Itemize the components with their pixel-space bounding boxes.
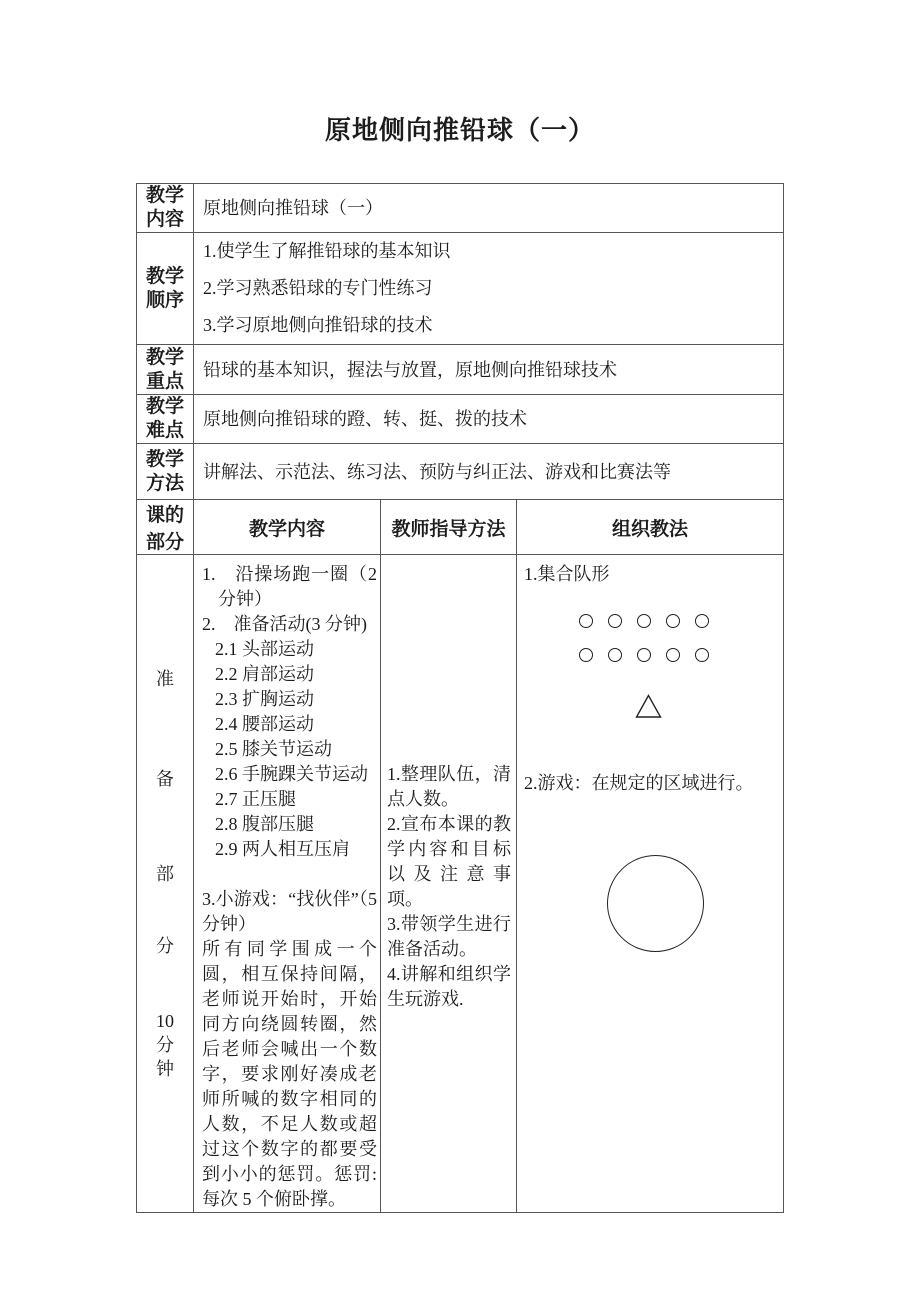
info-value-teaching-method [194, 444, 784, 500]
sub-item: 2.5 膝关节运动 [215, 739, 332, 759]
organization-item: 1.集合队形 [524, 564, 610, 584]
table-body-row [137, 555, 784, 1213]
student-circle-icon [695, 648, 709, 662]
col-header-teacher-guidance: 教师指导方法 [381, 500, 517, 555]
student-circle-icon [608, 648, 622, 662]
duration-char: 钟 [156, 1059, 174, 1079]
table-row [137, 345, 784, 395]
student-circle-icon [579, 614, 593, 628]
formation-diagram [579, 614, 709, 662]
sub-item: 2.2 肩部运动 [215, 664, 314, 684]
phase-char: 准 [156, 669, 174, 689]
content-item: 1. 沿操场跑一圈（2 分钟） [202, 564, 377, 609]
game-area-circle [607, 855, 704, 952]
info-label-teaching-order: 教学顺序 [137, 233, 194, 345]
info-value-teaching-content [194, 184, 784, 233]
student-circle-icon [695, 614, 709, 628]
table-row [137, 395, 784, 444]
table-header-row [137, 500, 784, 555]
student-circle-icon [579, 648, 593, 662]
info-label-teaching-method: 教学方法 [137, 444, 194, 500]
content-item: 2. 准备活动(3 分钟) [202, 614, 367, 634]
guidance-item: 1.整理队伍，清点人数。 [387, 764, 511, 809]
info-line: 原地侧向推铅球的蹬、转、挺、拨的技术 [203, 409, 527, 429]
teacher-guidance-cell [381, 555, 517, 1213]
sub-item: 2.1 头部运动 [215, 639, 314, 659]
lesson-part-cell [137, 555, 194, 1213]
sub-item: 2.7 正压腿 [215, 789, 296, 809]
guidance-item: 4.讲解和组织学生玩游戏. [387, 964, 511, 1009]
info-label-teaching-focus: 教学重点 [137, 345, 194, 395]
info-value-teaching-order [194, 233, 784, 345]
organization-cell [517, 555, 784, 1213]
info-value-teaching-difficulty [194, 395, 784, 444]
teaching-content-cell [194, 555, 381, 1213]
sub-item: 2.4 腰部运动 [215, 714, 314, 734]
game-description: 所有同学围成一个圆，相互保持间隔，老师说开始时，开始同方向绕圆转圈，然后老师会喊出一个数字，要求刚好凑成老师所喊的数字相同的人数，不足人数或超过这个数字的都要受到小小的惩罚。惩罚: 每次 5 个俯卧撑。 [202, 939, 377, 1209]
organization-item: 2.游戏：在规定的区域进行。 [524, 773, 754, 793]
sub-item: 2.3 扩胸运动 [215, 689, 314, 709]
duration-char: 10 [156, 1011, 174, 1031]
info-label-teaching-difficulty: 教学难点 [137, 395, 194, 444]
duration-char: 分 [156, 1035, 174, 1055]
student-circle-icon [637, 614, 651, 628]
info-label-teaching-content: 教学内容 [137, 184, 194, 233]
sub-item: 2.8 腹部压腿 [215, 814, 314, 834]
col-header-organization: 组织教法 [517, 500, 784, 555]
page-title: 原地侧向推铅球（一） [324, 116, 595, 145]
table-row [137, 184, 784, 233]
info-line: 3.学习原地侧向推铅球的技术 [203, 315, 433, 335]
guidance-item: 2.宣布本课的教学内容和目标以及注意事项。 [387, 814, 511, 909]
warmup-sublist [215, 637, 377, 862]
student-circle-icon [666, 648, 680, 662]
info-line: 讲解法、示范法、练习法、预防与纠正法、游戏和比赛法等 [203, 461, 671, 482]
info-value-teaching-focus [194, 345, 784, 395]
student-row [579, 614, 709, 628]
guidance-item: 3.带领学生进行准备活动。 [387, 914, 511, 959]
teacher-triangle-icon [635, 694, 662, 719]
student-circle-icon [666, 614, 680, 628]
info-line: 2.学习熟悉铅球的专门性练习 [203, 278, 433, 298]
info-line: 原地侧向推铅球（一） [203, 198, 383, 218]
sub-item: 2.6 手腕踝关节运动 [215, 764, 368, 784]
table-row [137, 233, 784, 345]
phase-char: 分 [156, 936, 174, 956]
lesson-plan-table [136, 183, 784, 1213]
game-title: 3.小游戏：“找伙伴”（5 分钟） [202, 889, 377, 934]
phase-char: 备 [156, 769, 174, 789]
student-circle-icon [637, 648, 651, 662]
sub-item: 2.9 两人相互压肩 [215, 839, 350, 859]
info-line: 铅球的基本知识，握法与放置，原地侧向推铅球技术 [203, 359, 617, 380]
table-row [137, 444, 784, 500]
col-header-teaching-content: 教学内容 [194, 500, 381, 555]
student-circle-icon [608, 614, 622, 628]
student-row [579, 648, 709, 662]
col-header-lesson-part: 课的部分 [137, 500, 194, 555]
phase-char: 部 [156, 864, 174, 884]
info-line: 1.使学生了解推铅球的基本知识 [203, 241, 451, 261]
